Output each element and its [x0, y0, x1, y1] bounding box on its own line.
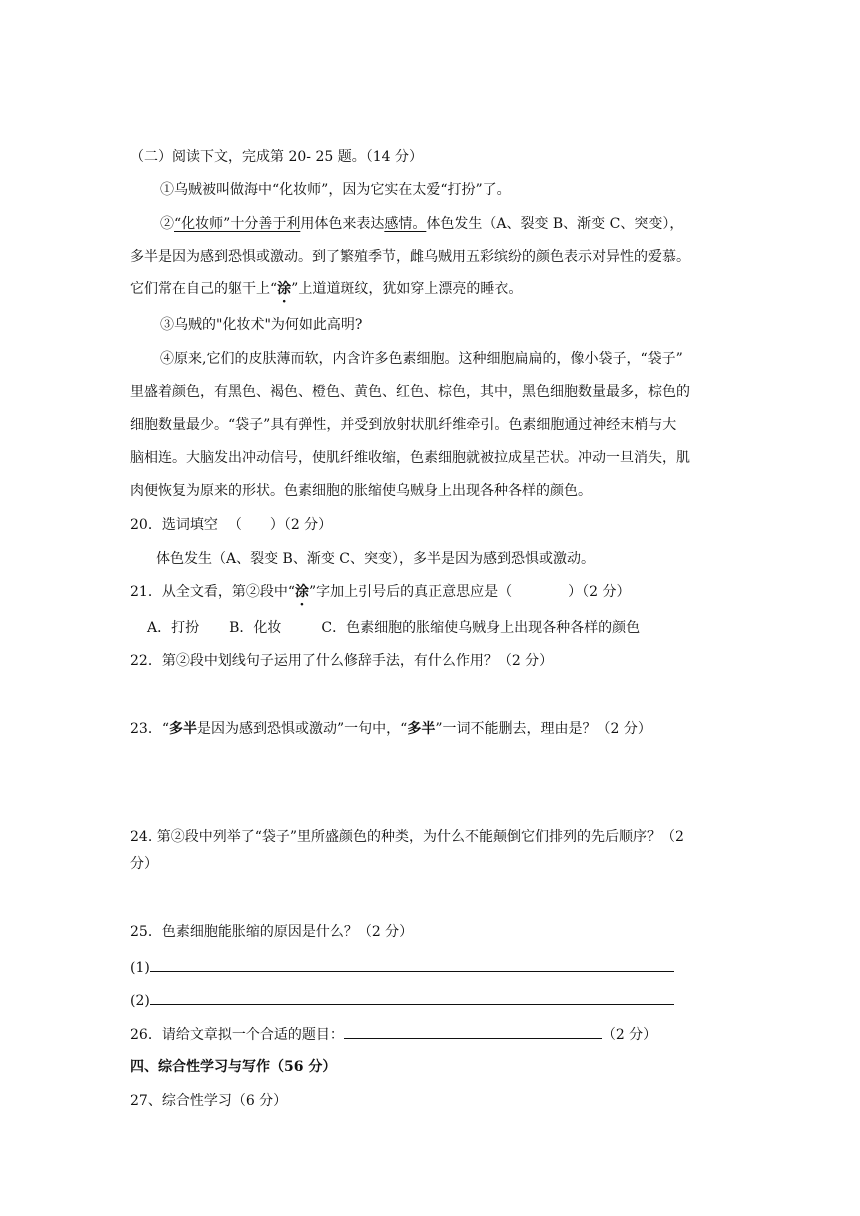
emphasized-character: 涂 [294, 584, 309, 600]
question-25-answer-1 [130, 957, 674, 978]
paragraph-2-line-1 [160, 214, 683, 234]
paragraph-2-line-2: 多半是因为感到恐惧或激动。到了繁殖季节，雌乌贼用五彩缤纷的颜色表示对异性的爱慕。 [130, 249, 690, 265]
paragraph-4-line-3: 细胞数量最少。“袋子”具有弹性，并受到放射状肌纤维牵引。色素细胞通过神经末梢与大 [130, 417, 677, 433]
answer-label: (2) [130, 993, 150, 1009]
question-25-answer-2 [130, 990, 674, 1011]
paragraph-4-line-4: 脑相连。大脑发出冲动信号，使肌纤维收缩，色素细胞就被拉成星芒状。冲动一旦消失，肌 [130, 450, 690, 466]
paragraph-2-line-3 [130, 279, 522, 299]
question-20-sentence: 体色发生（A、裂变 B、渐变 C、突变），多半是因为感到恐惧或激动。 [156, 551, 596, 567]
option-c[interactable]: C．色素细胞的胀缩使乌贼身上出现各种各样的颜色 [321, 620, 641, 636]
underlined-sentence: “化妆师”十分善于利 [174, 216, 301, 232]
title-answer-line[interactable] [344, 1024, 602, 1039]
text-run: ”上道道斑纹，犹如穿上漂亮的睡衣。 [291, 281, 523, 297]
underlined-word: 感情。 [384, 216, 427, 232]
section-header: （二）阅读下文，完成第 20- 25 题。（14 分） [130, 149, 423, 165]
question-24-line-2: 分） [130, 856, 158, 872]
text-run: “ [161, 721, 169, 737]
paragraph-1: ①乌贼被叫做海中“化妆师”，因为它实在太爱“打扮”了。 [160, 182, 511, 198]
question-22: 22．第②段中划线句子运用了什么修辞手法，有什么作用？（2 分） [130, 653, 554, 669]
paragraph-4-line-5: 肉便恢复为原来的形状。色素细胞的胀缩使乌贼身上出现各种各样的颜色。 [130, 483, 592, 499]
question-20 [130, 515, 332, 535]
score: （2 分） [283, 517, 333, 533]
text-run: 它们常在自己的躯干上“ [130, 281, 278, 297]
text-run: 21．从全文看，第②段中“ [130, 584, 295, 600]
paragraph-4-line-2: 里盛着颜色，有黑色、褐色、橙色、黄色、红色、棕色，其中，黑色细胞数量最多，棕色的 [130, 384, 690, 400]
question-24-line-1: 24. 第②段中列举了“袋子”里所盛颜色的种类，为什么不能颠倒它们排列的先后顺序？（2 [130, 829, 684, 845]
paragraph-3: ③乌贼的"化妆术"为何如此高明? [160, 317, 363, 333]
score: ）（2 分） [568, 584, 631, 600]
score: （2 分） [601, 1027, 658, 1043]
section-4-header: 四、综合性学习与写作（56 分） [130, 1059, 337, 1075]
question-25: 25．色素细胞能胀缩的原因是什么？（2 分） [130, 924, 414, 940]
question-21 [130, 582, 631, 602]
question-27: 27、综合性学习（6 分） [130, 1093, 288, 1109]
question-text: 20．选词填空 [130, 517, 218, 533]
emphasized-character: 涂 [277, 281, 292, 297]
text-run: 是因为感到恐惧或激动”一句中，“ [197, 721, 408, 737]
question-23 [130, 719, 652, 739]
bold-term: 多半 [169, 721, 197, 737]
text-run: ”一词不能删去，理由是？（2 分） [435, 721, 652, 737]
text-run: ”字加上引号后的真正意思应是（ [308, 584, 513, 600]
text-run: 体色发生（A、裂变 B、渐变 C、突变）， [426, 216, 684, 232]
answer-line-2[interactable] [150, 990, 674, 1005]
text-run: 用体色来表达 [300, 216, 385, 232]
bold-term: 多半 [407, 721, 436, 737]
question-text: 26．请给文章拟一个合适的题目： [130, 1027, 344, 1043]
answer-label: (1) [130, 960, 150, 976]
paragraph-number: ② [160, 216, 174, 232]
answer-paren[interactable]: （ ） [227, 517, 284, 533]
option-a[interactable]: A．打扮 [147, 620, 200, 636]
question-21-options [147, 618, 640, 638]
paragraph-4-line-1: ④原来,它们的皮肤薄而软，内含许多色素细胞。这种细胞扁扁的，像小袋子，“袋子” [160, 351, 683, 367]
answer-line-1[interactable] [150, 957, 674, 972]
question-number: 23． [130, 721, 162, 737]
option-b[interactable]: B．化妆 [229, 620, 282, 636]
question-26 [130, 1024, 657, 1045]
